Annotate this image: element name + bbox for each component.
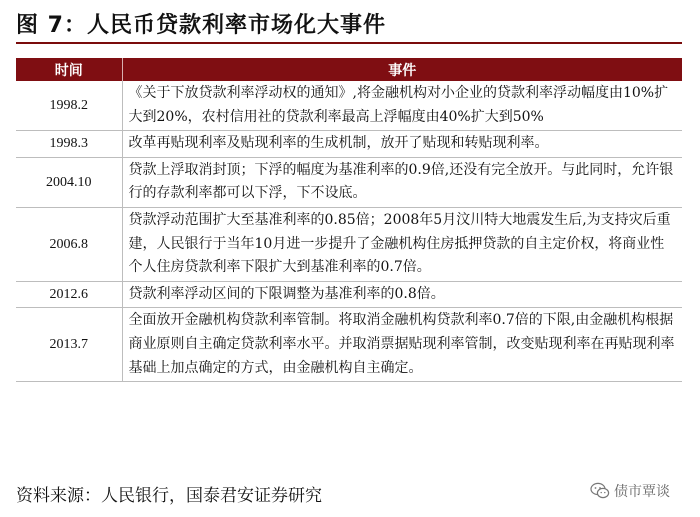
row-date: 2012.6 bbox=[16, 281, 122, 308]
row-event: 贷款利率浮动区间的下限调整为基准利率的0.8倍。 bbox=[122, 281, 682, 308]
table-row bbox=[16, 81, 682, 131]
header-event: 事件 bbox=[122, 58, 682, 81]
wechat-icon bbox=[590, 482, 610, 500]
row-date: 1998.2 bbox=[16, 81, 122, 131]
table-row bbox=[16, 207, 682, 281]
row-event: 改革再贴现利率及贴现利率的生成机制，放开了贴现和转贴现利率。 bbox=[122, 131, 682, 158]
row-event: 贷款上浮取消封顶；下浮的幅度为基准利率的0.9倍,还没有完全放开。与此同时，允许银行的存款利率都可以下浮，下不设底。 bbox=[122, 157, 682, 207]
row-date: 1998.3 bbox=[16, 131, 122, 158]
table-row bbox=[16, 157, 682, 207]
watermark-text: 债市覃谈 bbox=[614, 484, 670, 500]
row-date: 2013.7 bbox=[16, 308, 122, 382]
header-time: 时间 bbox=[16, 58, 122, 81]
figure-title: 图 7：人民币贷款利率市场化大事件 bbox=[16, 13, 386, 38]
row-date: 2006.8 bbox=[16, 207, 122, 281]
row-event: 《关于下放贷款利率浮动权的通知》,将金融机构对小企业的贷款利率浮动幅度由10%扩大到20%，农村信用社的贷款利率最高上浮幅度由40%扩大到50% bbox=[122, 81, 682, 131]
table-header-row bbox=[16, 58, 682, 81]
table-row bbox=[16, 131, 682, 158]
row-event: 全面放开金融机构贷款利率管制。将取消金融机构贷款利率0.7倍的下限,由金融机构根据商业原则自主确定贷款利率水平。并取消票据贴现利率管制，改变贴现利率在再贴现利率基础上加点确定的方式，由金融机构自主确定。 bbox=[122, 308, 682, 382]
table-row bbox=[16, 308, 682, 382]
title-divider bbox=[16, 42, 682, 44]
table-row bbox=[16, 281, 682, 308]
row-date: 2004.10 bbox=[16, 157, 122, 207]
source-note: 资料来源：人民银行，国泰君安证券研究 bbox=[16, 486, 322, 506]
events-table bbox=[16, 58, 682, 382]
watermark bbox=[590, 480, 670, 502]
row-event: 贷款浮动范围扩大至基准利率的0.85倍；2008年5月汶川特大地震发生后,为支持灾后重建，人民银行于当年10月进一步提升了金融机构住房抵押贷款的自主定价权，将商业性个人住房贷款利率下限扩大到基准利率的0.7倍。 bbox=[122, 207, 682, 281]
